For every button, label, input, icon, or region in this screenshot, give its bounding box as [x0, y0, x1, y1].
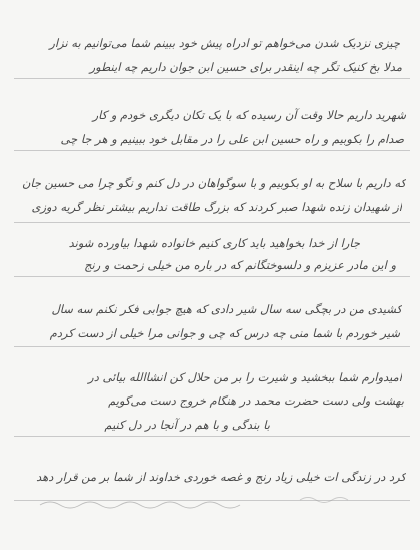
handwritten-line: که داریم با سلاح به او بکوبیم و با سوگواهان در دل کنم و نگو چرا می حسین جان: [21, 176, 406, 190]
handwritten-line: چیزی نزدیک شدن می‌خواهم تو ادراه پیش خود ببینم شما می‌توانیم به نزار: [49, 36, 400, 50]
handwritten-line: کشیدی من در بچگی سه سال شیر دادی که هیچ جوابی فکر نکنم سه سال: [51, 302, 402, 316]
handwritten-line: شیر خوردم با شما منی چه درس که چی و جوانی مرا خیلی از دست کردم: [49, 326, 400, 340]
handwritten-line: بهشت ولی دست حضرت محمد در هنگام خروج دست می‌گویم: [108, 394, 404, 408]
handwritten-line: مدلا بخ کنیک تگر چه اینقدر برای حسین ابن جوان داریم چه اینطور: [89, 60, 402, 74]
handwritten-line: جارا از خدا بخواهید باید کاری کنیم خانواده شهدا بیاورده شوند: [68, 236, 360, 250]
handwritten-line: از شهیدان زنده شهدا صبر کردند که بزرگ طاقت نداریم بیشتر نظر گریه دوزی: [31, 200, 402, 214]
handwritten-line: و این مادر عزیزم و دلسوختگانم که در باره من خیلی زحمت و رنج: [84, 258, 396, 272]
handwritten-line: صدام را بکوبیم و راه حسین ابن علی را در مقابل خود ببینیم و هر جا چی: [60, 132, 404, 146]
handwritten-line: کرد در زندگی ات خیلی زیاد رنج و غصه خوردی خداوند از شما بر من قرار دهد: [36, 470, 406, 484]
handwritten-line: امیدوارم شما ببخشید و شیرت را بر من حلال کن انشاالله بیائی در: [88, 370, 402, 384]
handwritten-line: با بندگی و با هم در آنجا در دل کنیم: [104, 418, 270, 432]
handwritten-line: شهرید داریم حالا وقت آن رسیده که با یک تکان دیگری خودم و کار: [92, 108, 406, 122]
